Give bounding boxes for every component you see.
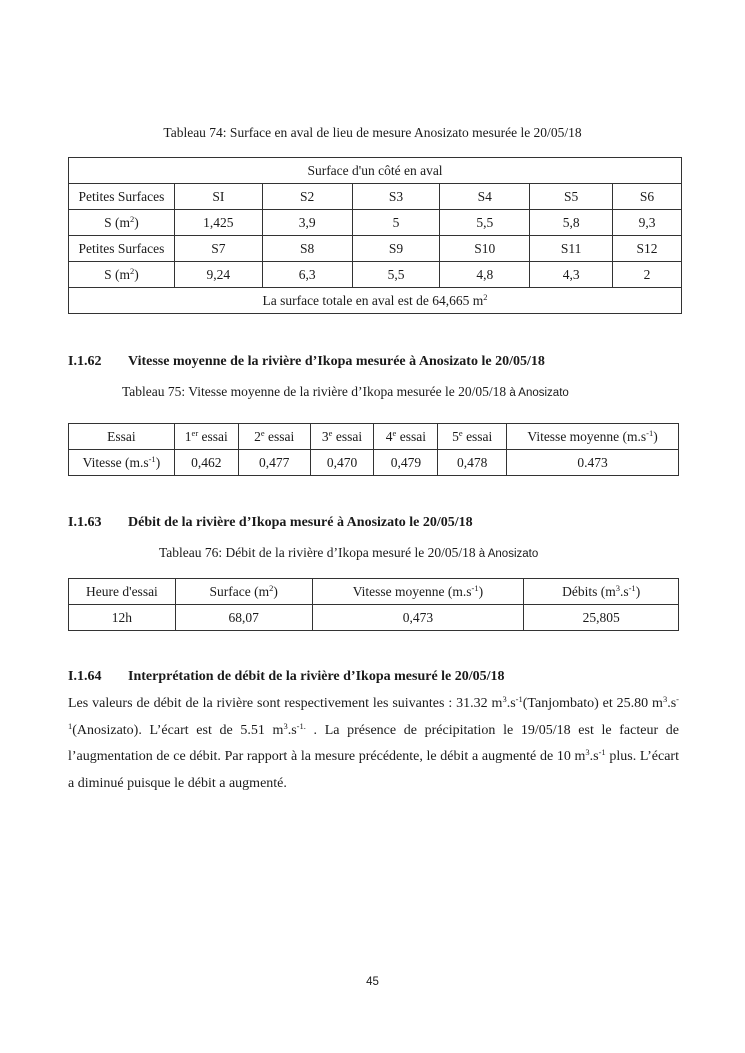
section-number: I.1.63 (68, 515, 102, 530)
table-cell: 25,805 (524, 605, 679, 631)
table-cell: S8 (262, 236, 352, 262)
table-76-caption: Tableau 76: Débit de la rivière d’Ikopa mesuré le 20/05/18 à Anosizato (159, 545, 539, 560)
row-label: Petites Surfaces (69, 184, 175, 210)
section-heading-163 (68, 515, 473, 531)
row-label: S $(m^2)$ (69, 262, 175, 288)
table-header-row (69, 424, 679, 450)
page-number: 45 (366, 976, 379, 988)
table-header-row (69, 158, 682, 184)
column-header: Heure d'essai (69, 579, 176, 605)
column-header: Essai (69, 424, 175, 450)
table-cell: 4,3 (530, 262, 613, 288)
table-74-caption: Tableau 74: Surface en aval de lieu de mesure Anosizato mesurée le 20/05/18 (163, 125, 582, 140)
row-label: S $(m^2)$ (69, 210, 175, 236)
column-header: Vitesse moyenne $(m.s^{-1})$ (312, 579, 524, 605)
column-header: Vitesse moyenne $(m.s^{-1})$ (507, 424, 679, 450)
column-header: Débits $(m^3.s^{-1})$ (524, 579, 679, 605)
table-cell: S6 (613, 184, 682, 210)
table-cell: 0,479 (374, 450, 438, 476)
table-cell: 1,425 (174, 210, 262, 236)
row-label: Petites Surfaces (69, 236, 175, 262)
section-title: Vitesse moyenne de la rivière d’Ikopa mesurée à Anosizato le 20/05/18 (128, 354, 545, 369)
table-cell: 0,478 (438, 450, 507, 476)
section-number: I.1.64 (68, 669, 102, 684)
table-cell: 6,3 (262, 262, 352, 288)
table-cell: S4 (440, 184, 530, 210)
table-cell: S2 (262, 184, 352, 210)
table-header-row (69, 579, 679, 605)
table-cell: 9,24 (174, 262, 262, 288)
table-cell: S7 (174, 236, 262, 262)
table-75 (68, 423, 679, 476)
table-cell: S11 (530, 236, 613, 262)
table-76 (68, 578, 679, 631)
total-surface: La surface totale en aval est de 64,665 $m^2$ (69, 288, 682, 314)
table-cell: 12h (69, 605, 176, 631)
table-74 (68, 157, 682, 314)
table-cell: 3,9 (262, 210, 352, 236)
table-row (69, 450, 679, 476)
table-row (69, 184, 682, 210)
table-cell: S12 (613, 236, 682, 262)
table-cell: 0,470 (310, 450, 374, 476)
row-label: Vitesse $(m.s^{-1})$ (69, 450, 175, 476)
section-title: Interprétation de débit de la rivière d’Ikopa mesuré le 20/05/18 (128, 669, 505, 684)
paragraph-text: Les valeurs de débit de la rivière sont respectivement les suivantes : 31.32 $m^3.s^{-1}(Tanjombato)$ et 25.80 $m^3.s^{-1}(Anosizato)$. L’écart est de 5.51 $m^3.s^{-1.}$ . La présence de précipitation le 19/05/18 est le facteur de l’augmentation de ce débit. Par rapport à la mesure précédente, le débit a augmenté de 10 $m^3.s^{-1}$ plus. L’écart a diminué puisque le débit a augmenté. (68, 694, 679, 791)
table-cell: 4,8 (440, 262, 530, 288)
column-header: 3e essai (310, 424, 374, 450)
table-cell: 0,473 (312, 605, 524, 631)
column-header: 2e essai (238, 424, 310, 450)
table-cell: 0,462 (174, 450, 238, 476)
table-row (69, 262, 682, 288)
table-75-caption: Tableau 75: Vitesse moyenne de la rivière d’Ikopa mesurée le 20/05/18 à Anosizato (122, 384, 569, 399)
section-heading-164 (68, 669, 505, 685)
column-header: Surface $(m^2)$ (175, 579, 312, 605)
table-cell: 5,8 (530, 210, 613, 236)
table-row (69, 236, 682, 262)
section-number: I.1.62 (68, 354, 102, 369)
table-cell: 5,5 (352, 262, 440, 288)
table-cell: 5 (352, 210, 440, 236)
table-cell: SI (174, 184, 262, 210)
interpretation-paragraph (68, 691, 679, 797)
section-heading-162 (68, 354, 545, 370)
table-cell: 9,3 (613, 210, 682, 236)
column-header: 4e essai (374, 424, 438, 450)
table-row (69, 605, 679, 631)
column-header: 5e essai (438, 424, 507, 450)
table-cell: 5,5 (440, 210, 530, 236)
table-cell: S5 (530, 184, 613, 210)
table-cell: S10 (440, 236, 530, 262)
column-header: 1er essai (174, 424, 238, 450)
table-row (69, 210, 682, 236)
table-cell: 2 (613, 262, 682, 288)
table-cell: S3 (352, 184, 440, 210)
table-cell: 68,07 (175, 605, 312, 631)
table-cell: S9 (352, 236, 440, 262)
table-cell: 0,477 (238, 450, 310, 476)
table-74-header: Surface d'un côté en aval (69, 158, 682, 184)
table-total-row (69, 288, 682, 314)
section-title: Débit de la rivière d’Ikopa mesuré à Anosizato le 20/05/18 (128, 515, 473, 530)
table-cell: 0.473 (507, 450, 679, 476)
